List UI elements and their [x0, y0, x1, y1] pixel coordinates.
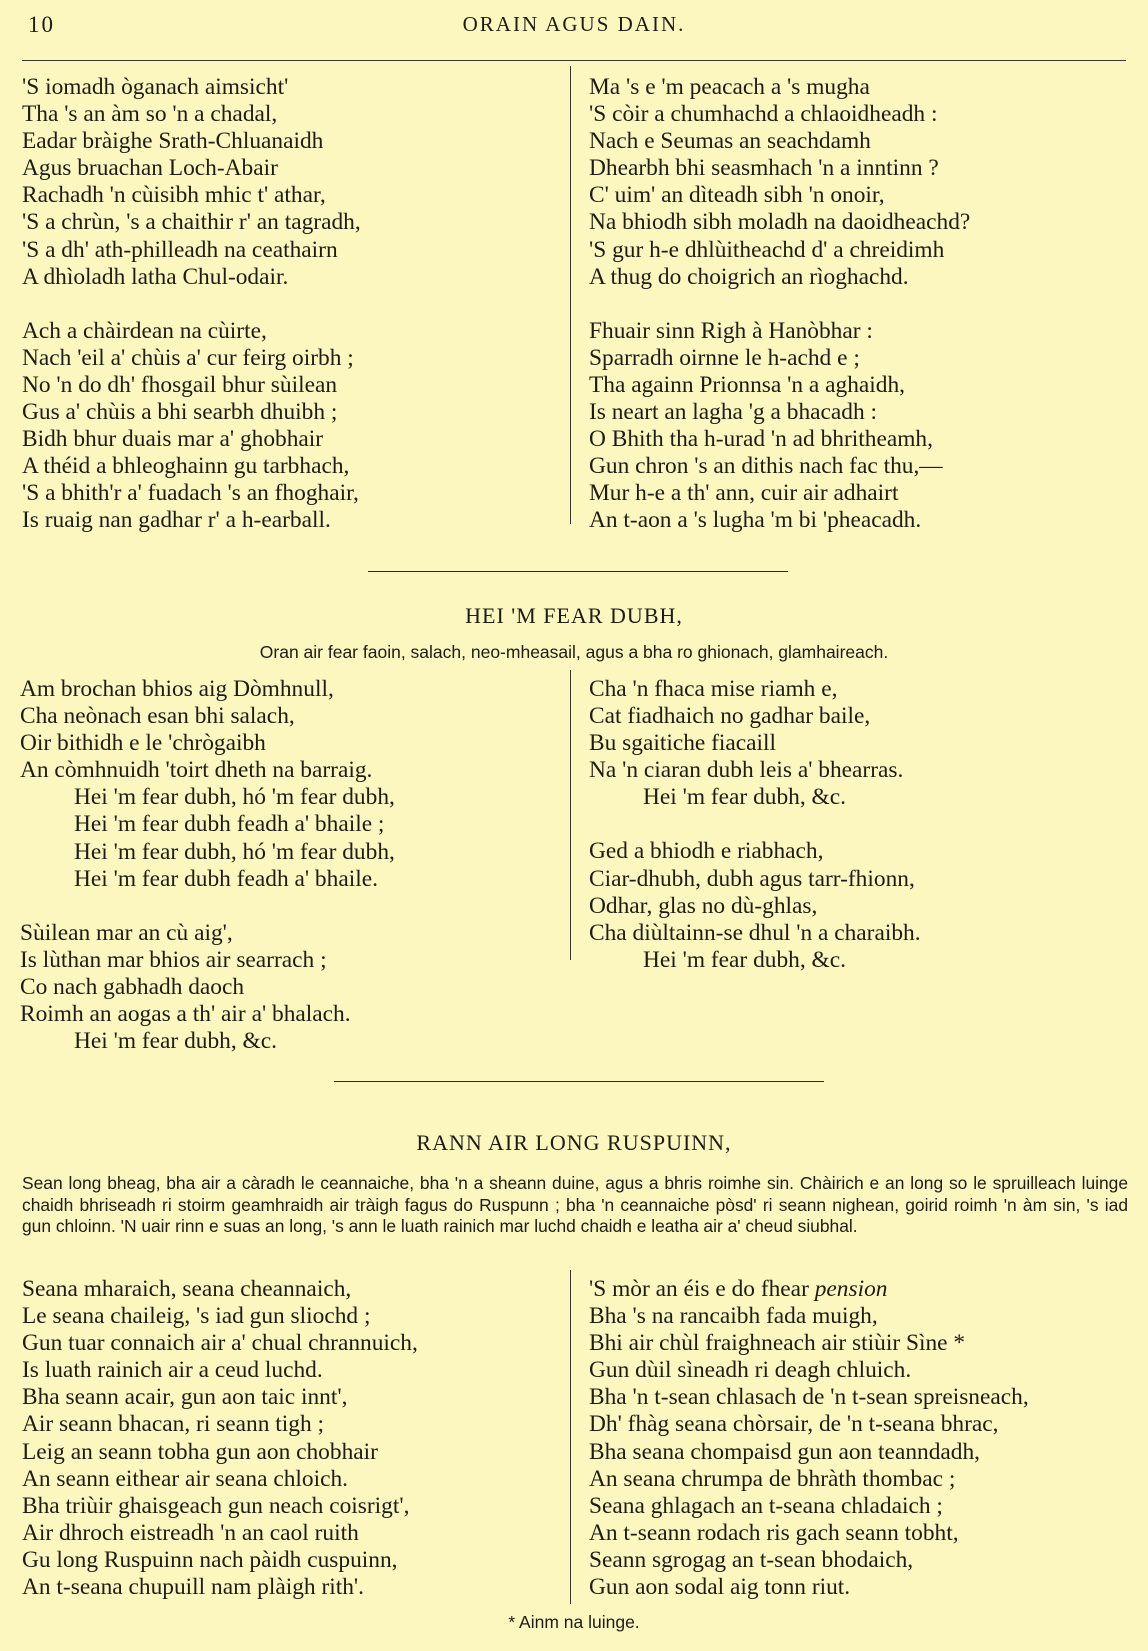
- refrain-line: Hei 'm fear dubh, hó 'm fear dubh,: [74, 784, 395, 811]
- verse-line: 'S a chrùn, 's a chaithir r' an tagradh,: [22, 209, 361, 236]
- verse-italic-word: pension: [814, 1276, 888, 1302]
- stanza-break: [20, 893, 395, 920]
- verse-line: Bha 's na rancaibh fada muigh,: [589, 1303, 878, 1330]
- poem2-title: HEI 'M FEAR DUBH,: [465, 603, 683, 628]
- verse-line: A théid a bhleoghainn gu tarbhach,: [22, 453, 350, 480]
- verse-line: Gus a' chùis a bhi searbh dhuibh ;: [22, 399, 338, 426]
- poem2-right-column: [589, 676, 921, 974]
- verse-line: An t-seana chupuill nam plàigh rith'.: [22, 1574, 364, 1601]
- running-title: ORAIN AGUS DAIN.: [462, 12, 686, 36]
- poem3-left-column: [22, 1276, 418, 1601]
- verse-line: Dh' fhàg seana chòrsair, de 'n t-seana bhrac,: [589, 1411, 999, 1438]
- verse-line: No 'n do dh' fhosgail bhur sùilean: [22, 371, 338, 398]
- verse-line: Oir bithidh e le 'chrògaibh: [20, 730, 266, 757]
- verse-line: A thug do choigrich an rìoghachd.: [589, 263, 909, 290]
- verse-line: Gun dùil sìneadh ri deagh chluich.: [589, 1357, 912, 1384]
- verse-line: A dhìoladh latha Chul-odair.: [22, 263, 289, 290]
- column-divider: [570, 670, 571, 960]
- verse-line: Air dhroch eistreadh 'n an caol ruith: [22, 1519, 359, 1546]
- verse-line: Cha neònach esan bhi salach,: [20, 703, 295, 730]
- verse-line: Na bhiodh sibh moladh na daoidheachd?: [589, 209, 971, 236]
- refrain-line: Hei 'm fear dubh, &c.: [74, 1028, 277, 1055]
- poem3-right-column: [589, 1276, 1029, 1601]
- verse-line: An t-aon a 's lugha 'm bi 'pheacadh.: [589, 507, 922, 534]
- footnote: * Ainm na luinge.: [508, 1612, 640, 1632]
- verse-line: Mur h-e a th' ann, cuir air adhairt: [589, 480, 899, 507]
- verse-line: Ach a chàirdean na cùirte,: [22, 317, 267, 344]
- verse-line: Bidh bhur duais mar a' ghobhair: [22, 426, 324, 453]
- verse-line: Tha againn Prionnsa 'n a aghaidh,: [589, 371, 906, 398]
- verse-line: Cha diùltainn-se dhul 'n a charaibh.: [589, 919, 921, 946]
- verse-line: Bha 'n t-sean chlasach de 'n t-sean spreisneach,: [589, 1384, 1029, 1411]
- poem2-subtitle: Oran air fear faoin, salach, neo-mheasail, agus a bha ro ghionach, glamhaireach.: [259, 642, 889, 662]
- verse-line: Gun chron 's an dithis nach fac thu,—: [589, 453, 943, 480]
- verse-line: An seann eithear air seana chloich.: [22, 1465, 349, 1492]
- verse-line: Gun aon sodal aig tonn riut.: [589, 1574, 851, 1601]
- verse-line: Sparradh oirnne le h-achd e ;: [589, 344, 860, 371]
- poem3-intro: Sean long bheag, bha air a càradh le ceannaiche, bha 'n a sheann duine, agus a bhris roimhe sin. Chàirich e an long so le spruilleach luinge chaidh bhriseadh ri stoirm geamhraidh air tràigh fagus do Ruspunn ; bha 'n ceannaiche pòsd' ri seann nighean, goirid roimh 'n àm sin, 's iad gun chloinn. 'N uair rinn e suas an long, 's ann le luath rainich mar luchd chaidh e leatha air a' cheud siubhal.: [22, 1173, 1128, 1237]
- verse-line: Ged a bhiodh e riabhach,: [589, 838, 824, 865]
- verse-line: Is neart an lagha 'g a bhacadh :: [589, 399, 878, 426]
- verse-line: Bha seana chompaisd gun aon teanndadh,: [589, 1438, 981, 1465]
- verse-line: An t-seann rodach ris gach seann tobht,: [589, 1519, 959, 1546]
- verse-line: Nach 'eil a' chùis a' cur feirg oirbh ;: [22, 344, 354, 371]
- verse-line: Cat fiadhaich no gadhar baile,: [589, 703, 871, 730]
- verse-line: 'S còir a chumhachd a chlaoidheadh :: [589, 101, 938, 128]
- verse-line: Seann sgrogag an t-sean bhodaich,: [589, 1546, 914, 1573]
- verse-line: An còmhnuidh 'toirt dheth na barraig.: [20, 757, 373, 784]
- column-divider: [570, 66, 571, 524]
- verse-line: [589, 1276, 1029, 1303]
- poem1-left-column: [22, 74, 361, 535]
- verse-line: Gu long Ruspuinn nach pàidh cuspuinn,: [22, 1546, 398, 1573]
- verse-line: Bha triùir ghaisgeach gun neach coisrigt',: [22, 1492, 410, 1519]
- verse-line: 'S a dh' ath-philleadh na ceathairn: [22, 236, 338, 263]
- verse-line: O Bhith tha h-urad 'n ad bhritheamh,: [589, 426, 933, 453]
- poem2-left-column: [20, 676, 395, 1055]
- running-header: [0, 10, 1148, 38]
- verse-line: An seana chrumpa de bhràth thombac ;: [589, 1465, 956, 1492]
- section-rule: [334, 1081, 824, 1082]
- stanza-break: [589, 811, 921, 838]
- verse-line: Bha seann acair, gun aon taic innt',: [22, 1384, 348, 1411]
- verse-line: Roimh an aogas a th' air a' bhalach.: [20, 1001, 351, 1028]
- verse-line: Gun tuar connaich air a' chual chrannuich,: [22, 1330, 418, 1357]
- verse-line: Le seana chaileig, 's iad gun sliochd ;: [22, 1303, 371, 1330]
- poem1-right-column: [589, 74, 970, 535]
- verse-line: Cha 'n fhaca mise riamh e,: [589, 676, 838, 702]
- refrain-line: Hei 'm fear dubh feadh a' bhaile ;: [74, 811, 385, 838]
- verse-line: C' uim' an dìteadh sibh 'n onoir,: [589, 182, 885, 209]
- verse-line: Eadar bràighe Srath-Chluanaidh: [22, 128, 324, 155]
- verse-line: Bhi air chùl fraighneach air stiùir Sìne *: [589, 1330, 966, 1357]
- verse-line: Odhar, glas no dù-ghlas,: [589, 892, 818, 919]
- stanza-break: [22, 291, 361, 318]
- verse-line: Is luath rainich air a ceud luchd.: [22, 1357, 323, 1384]
- verse-line: Fhuair sinn Righ à Hanòbhar :: [589, 317, 873, 344]
- header-rule: [22, 60, 1126, 61]
- verse-line: Is ruaig nan gadhar r' a h-earball.: [22, 507, 331, 534]
- verse-text: 'S mòr an éis e do fhear: [589, 1276, 815, 1302]
- refrain-line: Hei 'm fear dubh, &c.: [643, 784, 846, 811]
- stanza-break: [589, 291, 970, 318]
- verse-line: Is lùthan mar bhios air searrach ;: [20, 946, 327, 973]
- verse-line: Am brochan bhios aig Dòmhnull,: [20, 676, 334, 702]
- verse-line: Sùilean mar an cù aig',: [20, 919, 233, 946]
- verse-line: Seana ghlagach an t-seana chladaich ;: [589, 1492, 943, 1519]
- verse-line: Leig an seann tobha gun aon chobhair: [22, 1438, 378, 1465]
- column-divider: [570, 1270, 571, 1604]
- verse-line: Nach e Seumas an seachdamh: [589, 128, 871, 155]
- poem3-title: RANN AIR LONG RUSPUINN,: [416, 1130, 732, 1155]
- verse-line: Rachadh 'n cùisibh mhic t' athar,: [22, 182, 326, 209]
- verse-line: Ciar-dhubh, dubh agus tarr-fhionn,: [589, 865, 915, 892]
- verse-line: Tha 's an àm so 'n a chadal,: [22, 101, 278, 128]
- verse-line: Na 'n ciaran dubh leis a' bhearras.: [589, 757, 904, 784]
- verse-line: Agus bruachan Loch-Abair: [22, 155, 278, 182]
- verse-line: Ma 's e 'm peacach a 's mugha: [589, 74, 870, 100]
- section-rule: [368, 571, 788, 572]
- verse-line: Dhearbh bhi seasmhach 'n a inntinn ?: [589, 155, 939, 182]
- verse-line: Bu sgaitiche fiacaill: [589, 730, 777, 757]
- verse-line: Seana mharaich, seana cheannaich,: [22, 1276, 352, 1302]
- refrain-line: Hei 'm fear dubh, &c.: [643, 946, 846, 973]
- verse-line: 'S a bhith'r a' fuadach 's an fhoghair,: [22, 480, 359, 507]
- page-number: 10: [28, 12, 55, 37]
- refrain-line: Hei 'm fear dubh feadh a' bhaile.: [74, 865, 378, 892]
- verse-line: Co nach gabhadh daoch: [20, 973, 245, 1000]
- refrain-line: Hei 'm fear dubh, hó 'm fear dubh,: [74, 838, 395, 865]
- verse-line: Air seann bhacan, ri seann tigh ;: [22, 1411, 325, 1438]
- verse-line: 'S iomadh òganach aimsicht': [22, 74, 289, 100]
- verse-line: 'S gur h-e dhlùitheachd d' a chreidimh: [589, 236, 945, 263]
